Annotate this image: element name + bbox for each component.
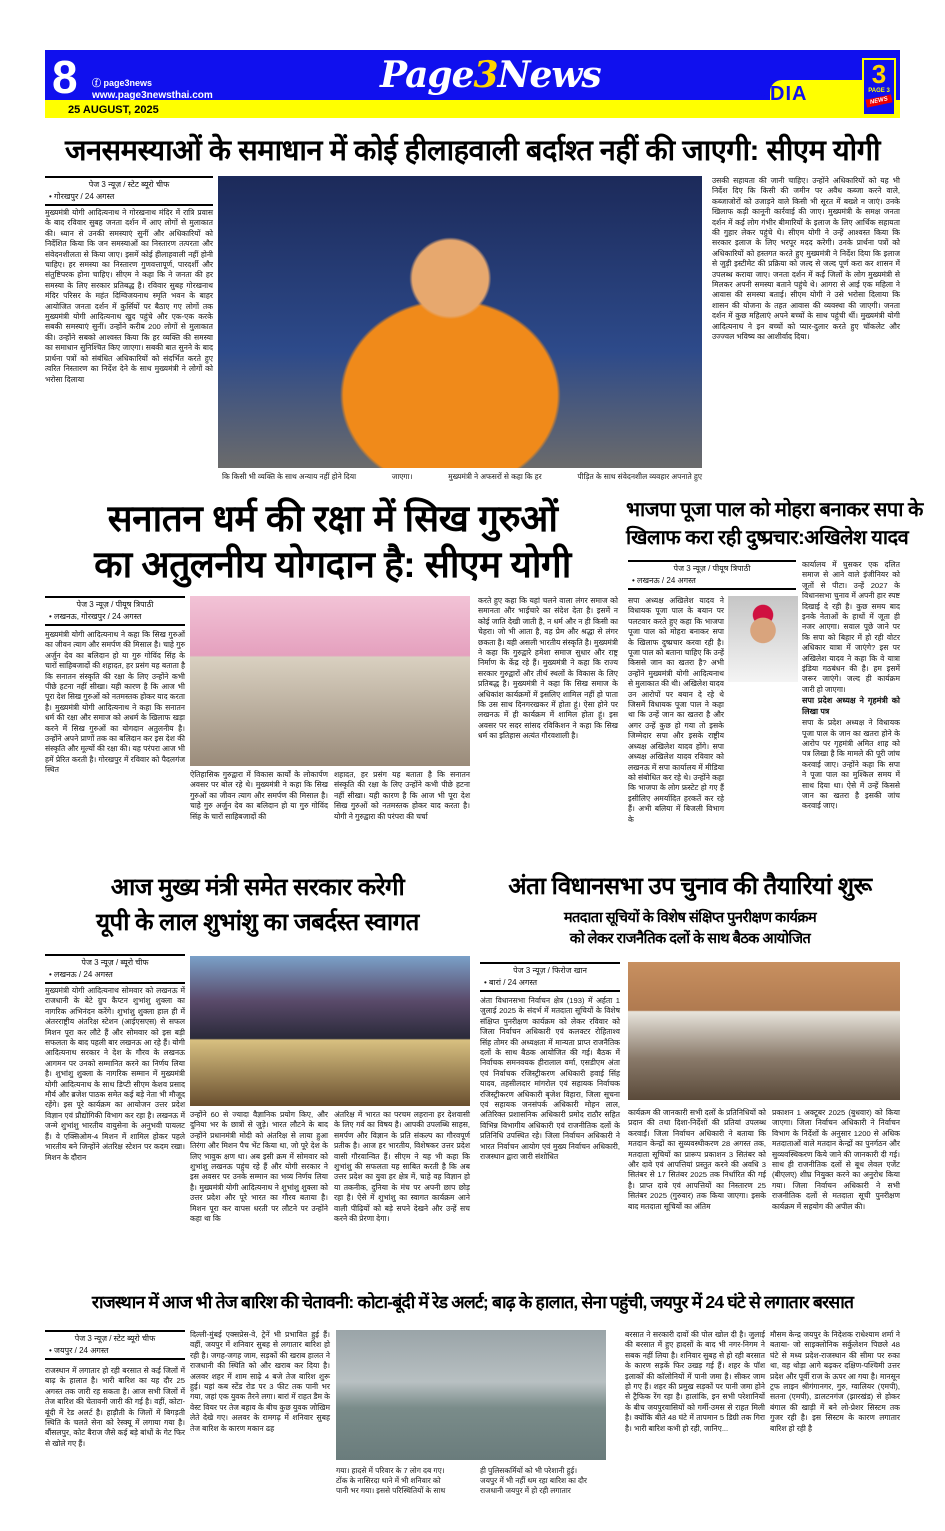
social-handle: ⓕ page3news: [92, 78, 153, 88]
article1-byline: पेज 3 न्यूज़ / स्टेट ब्यूरो चीफ • गोरखपुर / 24 अगस्त: [45, 176, 213, 206]
article3-headline: भाजपा पूजा पाल को मोहरा बनाकर सपा के खिलाफ करा रही दुष्प्रचार:अखिलेश यादव: [626, 499, 923, 549]
article2-photo-gurudwara: [190, 596, 470, 766]
article6-col1: राजस्थान में लगातार हो रही बरसात से कई जिलों में बाढ़ के हालात है। भारी बारिश का यह दौर 25 अगस्त तक जारी रह सकता है। आज सभी जिलों में तेज बारिश की चेतावनी जारी की गई है। वहीं, कोटा-बूंदी में रेड अलर्ट है। हाड़ौती के जिलों में बिगड़ती स्थिति के चलते सेना को रेस्क्यू में लगाया गया है। बौंसलपुर, कोट बैराज जैसे कई बड़े बांधों के गेट फिर से खोले गए हैं।: [45, 1366, 185, 1448]
article3-subhead: सपा प्रदेश अध्यक्ष ने गृहमंत्री को लिखा पत्र: [802, 696, 900, 716]
article6-col2: दिल्ली-मुंबई एक्सप्रेस-वे, ट्रेनें भी प्रभावित हुई हैं। वहीं, जयपुर में शनिवार सुबह से लगातार बारिश हो रही है। जगह-जगह जाम, सड़कों की खराब हालत ने राजधानी की स्थिति को और खराब कर दिया है। अलवर शहर में शाम साढ़े 4 बजे तेज बारिश शुरू हुई। यहां कब स्टेंड रोड पर 3 फीट तक पानी भर गया, जहां एक युवक तैरने लगा। बारां में राहत डैम के वेस्ट वियर पर तेज बहाव के बीच कुछ युवक जोखिम लेते देखे गए। अलवर के रामगढ़ में शनिवार सुबह तेज बारिश के कारण मकान ढह: [190, 1330, 330, 1433]
issue-date: 25 AUGUST, 2025: [68, 104, 159, 116]
article2-byline: पेज 3 न्यूज़ / पीयूष त्रिपाठी • लखनऊ, गोरखपुर / 24 अगस्त: [45, 596, 185, 626]
article2-col2: ऐतिहासिक गुरुद्वारा में विकास कार्यों के लोकार्पण अवसर पर बोल रहे थे। मुख्यमंत्री ने कहा कि सिख गुरुओं का जीवन त्याग और समर्पण की मिसाल है। चाहे गुरु अर्जुन देव का बलिदान हो या गुरु गोविंद सिंह के चारों साहिबजादों की: [190, 770, 328, 821]
page3-badge-logo: 3 PAGE 3 NEWS: [862, 58, 896, 116]
facebook-icon: ⓕ: [92, 78, 104, 88]
article6-caption-left: गया। हादसे में परिवार के 7 लोग दब गए। टोंक के नासिरदा थाने में भी शनिवार को पानी भर गया। इससे परिस्थितियों के साथ: [336, 1466, 446, 1495]
article2-col4: करते हुए कहा कि यहां चलने वाला लंगर समाज को समानता और भाईचारे का संदेश देता है। इसमें न कोई जाति देखी जाती है, न धर्म और न ही किसी का चेहरा। जो भी आता है, वह प्रेम और श्रद्धा से लंगर छकता है। यही असली भारतीय संस्कृति है। मुख्यमंत्री ने कहा कि गुरुद्वारे हमेशा समाज सुधार और राष्ट्र निर्माण के केंद्र रहे हैं। मुख्यमंत्री ने कहा कि राज्य सरकार गुरुद्वारों और तीर्थ स्थलों के विकास के लिए प्रतिबद्ध है। मुख्यमंत्री ने कहा कि सिख समाज के अधिकांश कार्यक्रमों में इसलिए शामिल नहीं हो पाता कि उस साथ दिनगरखकर में होता हूं। ऐसा होने पर लखनऊ में ही कार्यक्रम में शामिल होता हूं। इस अवसर पर सदर सांसद रविकिशन ने कहा कि सिख धर्म का इतिहास अत्यंत गौरवशाली है।: [478, 596, 618, 741]
article6-byline: पेज 3 न्यूज़ / स्टेट ब्यूरो चीफ • जयपुर / 24 अगस्त: [45, 1330, 185, 1360]
article1-caption: कि किसी भी व्यक्ति के साथ अन्याय नहीं होने दिया जाएगा। मुख्यमंत्री ने अफसरों से कहा कि हर पीड़ित के साथ संवेदनशील व्यवहार अपनाते हुए: [222, 472, 702, 481]
website-link[interactable]: www.page3newsthai.com: [92, 90, 213, 101]
article4-photo-lucknow-decor: [190, 956, 470, 1106]
edition-label: INDIA: [748, 83, 808, 105]
article1-photo-cm-yogi: [218, 176, 702, 468]
article6-caption-right: ही पुलिसकर्मियों को भी परेशानी हुई। जयपुर में भी नहीं थम रहा बारिश का दौर राजधानी जयपुर में हो रही लगातार: [480, 1466, 587, 1495]
article5-headline: अंता विधानसभा उप चुनाव की तैयारियां शुरू: [508, 873, 872, 900]
article5-col3: प्रकाशन 1 अक्टूबर 2025 (बुधवार) को किया जाएगा। जिला निर्वाचन अधिकारी ने निर्वाचन विभाग के निर्देशों के अनुसार 1200 से अधिक मतदाताओं वाले मतदान केन्द्रों का पुनर्गठन और सुव्यवस्थिकरण किये जाने की जानकारी दी गई। साथ ही राजनीतिक दलों से बूथ लेवल एजेंट (बीएलए) शीघ्र नियुक्त करने का अनुरोध किया गया। जिला निर्वाचन अधिकारी ने सभी राजनीतिक दलों से मतदाता सूची पुनरीक्षण कार्यक्रम में सहयोग की अपील की।: [772, 1108, 900, 1211]
article1-col1: मुख्यमंत्री योगी आदित्यनाथ ने गोरखनाथ मंदिर में रात्रि प्रवास के बाद रविवार सुबह जनता दर्शन में आए लोगों से मुलाकात की। ध्यान से उनकी समस्याएं सुनीं और अधिकारियों को निर्देशित किया कि जन समस्याओं का निस्तारण तत्परता और संवेदनशीलता से किया जाए। इसमें कोई हीलाहवाली नहीं होनी चाहिए। हर समस्या का निस्तारण गुणवत्तापूर्ण, पारदर्शी और संतुष्टिपरक होना चाहिए। सीएम ने कहा कि ने जनता की हर समस्या के लिए सरकार प्रतिबद्ध है। रविवार सुबह गोरखनाथ मंदिर परिसर के महंत दिग्विजयनाथ स्मृति भवन के बाहर आयोजित जनता दर्शन में कुर्सियों पर बैठाए गए लोगों तक मुख्यमंत्री योगी आदित्यनाथ खुद पहुंचे और एक-एक करके सबकी समस्याएं सुनीं। उन्होंने करीब 200 लोगों से मुलाकात की। उन्होंने सबको आश्वस्त किया कि हर व्यक्ति की समस्या का समाधान सुनिश्चित किए जाएगा। सबकी बात सुनने के बाद प्रार्थना पत्रों को संबंधित अधिकारियों को संदर्भित करते हुए त्वरित निस्तारण का निर्देश देने के साथ मुख्यमंत्री ने लोगों को भरोसा दिलाया: [45, 208, 213, 384]
spacer: [628, 690, 796, 865]
article3-col2: कार्यालय में घुसकर एक दलित समाज से आने वाले इंजीनियर को जूतों से पीटा। उन्हें 2027 के विधानसभा चुनाव में अपनी हार स्पष्ट दिखाई दे रही है। कुछ समय बाद इनके नेताओं के हाथों में जूता ही नजर आएगा। सवाल पूछे जाने पर कि सपा को बिहार में हो रही वोटर अधिकार यात्रा में जाएंगे? इस पर अखिलेश यादव ने कहा कि वे यात्रा इंडिया गठबंधन की है। हम इसमें जरूर जाएंगे। जल्द ही कार्यक्रम जारी हो जाएगा। सपा प्रदेश अध्यक्ष ने गृहमंत्री को लिखा पत्र सपा के प्रदेश अध्यक्ष ने विधायक पूजा पाल के जान का खतरा होने के आरोप पर गृहमंत्री अमित शाह को पत्र लिखा है कि मामले की पूरी जांच करवाई जाए। उन्होंने कहा कि सपा ने पूजा पाल का मुश्किल समय में साथ दिया था। ऐसे में उन्हें किससे जान का खतरा है इसकी जांच करवाई जाए।: [802, 560, 900, 811]
article2-col1: मुख्यमंत्री योगी आदित्यनाथ ने कहा कि सिख गुरुओं का जीवन त्याग और समर्पण की मिसाल है। चाहे गुरु अर्जुन देव का बलिदान हो या गुरु गोविंद सिंह के चारों साहिबजादों की शहादत, हर प्रसंग यह बताता है कि सनातन संस्कृति की रक्षा के लिए उन्होंने कभी पीछे हटना नहीं सीखा। यही कारण है कि आज भी पूरा देश सिख गुरुओं को नतमस्तक होकर याद करता है। मुख्यमंत्री योगी आदित्यनाथ ने कहा कि सनातन धर्म की रक्षा और समाज को अधर्म के खिलाफ खड़ा करने में सिख गुरुओं का योगदान अतुलनीय है। उन्होंने अपने प्राणों तक का बलिदान कर इस देश की संस्कृति और मूल्यों की रक्षा की। यह परंपरा आज भी हमें प्रेरित करती है। गोरखपुर में रविवार को पैदलगंज स्थित: [45, 630, 185, 775]
article4-byline: पेज 3 न्यूज़ / ब्यूरो चीफ • लखनऊ / 24 अगस्त: [45, 954, 185, 984]
article3-col1-top: सपा अध्यक्ष अखिलेश यादव ने विधायक पूजा पाल के बयान पर पलटवार करते हुए कहा कि भाजपा पूजा पाल को मोहरा बनाकर सपा के खिलाफ दुष्प्रचार करवा रही है। पूजा पाल को बताना चाहिए कि उन्हें किससे जान का खतरा है? अभी उन्होंने मुख्यमंत्री योगी आदित्यनाथ से मुलाकात की थी। अखिलेश यादव उन आरोपों पर बयान दे रहे थे जिसमें विधायक पूजा पाल ने कहा था कि उन्हें जान का खतरा है और अगर उन्हें कुछ हो गया तो इसके जिम्मेदार सपा और इसके राष्ट्रीय अध्यक्ष अखिलेश यादव होंगे। सपा अध्यक्ष अखिलेश यादव रविवार को लखनऊ में सपा कार्यालय में मीडिया को संबोधित कर रहे थे। उन्होंने कहा कि भाजपा के लोग फ्रस्टेट हो गए हैं इसीलिए अमर्यादित हरकतें कर रहे हैं। अभी बलिया में बिजली विभाग के: [628, 596, 724, 824]
article4-col3: अंतरिक्ष में भारत का परचम लहराना हर देशवासी के लिए गर्व का विषय है। आपकी उपलब्धि साहस, समर्पण और विज्ञान के प्रति संकल्प का गौरवपूर्ण प्रतीक है। आज हर भारतीय, विशेषकर उत्तर प्रदेश वासी गौरवान्वित हैं। सीएम ने यह भी कहा कि शुभांशु की सफलता यह साबित करती है कि अब उत्तर प्रदेश का युवा हर क्षेत्र में, चाहे वह विज्ञान हो या तकनीक, दुनिया के मंच पर अपनी छाप छोड़ रहा है। ऐसे में शुभांशु का स्वागत कार्यक्रम आने वाली पीढ़ियों को बड़े सपने देखने और उन्हें सच करने की प्रेरणा देगा।: [334, 1110, 470, 1224]
article2-headline: सनातन धर्म की रक्षा में सिख गुरुओं का अतुलनीय योगदान है: सीएम योगी: [94, 498, 571, 585]
article1-headline: जनसमस्याओं के समाधान में कोई हीलाहवाली बर्दाश्त नहीं की जाएगी: सीएम योगी: [64, 135, 881, 167]
article2-col3: शहादत, हर प्रसंग यह बताता है कि सनातन संस्कृति की रक्षा के लिए उन्होंने कभी पीछे हटना नहीं सीखा। यही कारण है कि आज भी पूरा देश सिख गुरुओं को नतमस्तक होकर याद करता है। योगी ने गुरुद्वारा की परंपरा की चर्चा: [334, 770, 470, 821]
article6-photo-flooded-road: [336, 1330, 606, 1460]
article4-headline: आज मुख्य मंत्री समेत सरकार करेगी यूपी के लाल शुभांशु का जबर्दस्त स्वागत: [96, 874, 419, 936]
article5-col1: अंता विधानसभा निर्वाचन क्षेत्र (193) में अर्हता 1 जुलाई 2025 के संदर्भ में मतदाता सूचियों के विशेष संक्षिप्त पुनरीक्षण कार्यक्रम को लेकर रविवार को जिला निर्वाचन अधिकारी एवं कलक्टर रोहिताश्व सिंह तोमर की अध्यक्षता में मान्यता प्राप्त राजनैतिक दलों के साथ बैठक आयोजित की गई। बैठक में निर्वाचक समनवयक हीरालाल वर्मा, एसडीएम अंता एवं निर्वाचक रजिस्ट्रीकरण अधिकारी हवाई सिंह यादव, तहसीलदार मांगरोल एवं सहायक निर्वाचक रजिस्ट्रीकरण अधिकारी बृजेश विहारा, जिला सूचना एवं सहायक जनसंपर्क अधिकारी मोहन लाल, अतिरिक्त प्रशासनिक अधिकारी प्रमोद राठौर सहित विभिन्न विभागीय अधिकारी एवं राजनीतिक दलों के प्रतिनिधि उपस्थित रहे। जिला निर्वाचन अधिकारी ने भारत निर्वाचन आयोग एवं मुख्य निर्वाचन अधिकारी, राजस्थान द्वारा जारी संशोधित: [480, 996, 620, 1162]
newspaper-logo: Page3News: [380, 54, 601, 96]
article5-subhead: मतदाता सूचियों के विशेष संक्षिप्त पुनरीक्षण कार्यक्रम को लेकर राजनैतिक दलों के साथ बैठक आयोजित: [563, 910, 817, 947]
article5-byline: पेज 3 न्यूज़ / फिरोज खान • बारां / 24 अगस्त: [480, 962, 620, 992]
article6-col3: बरसात ने सरकारी दावों की पोल खोल दी है। जुलाई की बरसात में हुए हादसों के बाद भी नगर-निगम ने सबक नहीं लिया है। शनिवार सुबह से हो रही बरसात के कारण सड़कें फिर उखड़ गई हैं। शहर के पॉश इलाकों की कॉलोनियों में पानी जमा है। सीकर जाम हो गए हैं। शहर की प्रमुख सड़कों पर पानी जमा होने से ट्रैफिक रेंग रहा है। हालांकि, इन सभी परेशानियों के बीच जयपुरवासियों को गर्मी-उमस से राहत मिली है। क्योंकि बीते 48 घंटे में तापमान 5 डिग्री तक गिरा है। भारी बारिश कभी हो रही, जानिए...: [625, 1330, 765, 1433]
article4-col2: उन्होंने 60 से ज्यादा वैज्ञानिक प्रयोग किए, और दुनिया भर के छात्रों से जुड़े। भारत लौटने के बाद उन्होंने प्रधानमंत्री मोदी को अंतरिक्ष से लाया हुआ तिरंगा और मिशन पैच भेंट किया था, जो पूरे देश के लिए भावुक क्षण था। अब इसी क्रम में सोमवार को शुभांशु लखनऊ पहुंच रहे हैं और योगी सरकार ने इस अवसर पर उनके सम्मान का भव्य निर्णय लिया है। मुख्यमंत्री योगी आदित्यनाथ ने शुभांशु शुक्ला को उत्तर प्रदेश और पूरे भारत का गौरव बताया है। मिशन पूरा कर वापस धरती पर लौटने पर उन्होंने कहा था कि: [190, 1110, 328, 1224]
article1-col2: उसकी सहायता की जानी चाहिए। उन्होंने अधिकारियों को यह भी निर्देश दिए कि किसी की जमीन पर अवैध कब्जा करने वाले, कब्जाजोरों को उजाड़ने वाले किसी भी सूरत में बख्शे न जाएं। उनके खिलाफ कड़ी कानूनी कार्रवाई की जाए। मुख्यमंत्री के समक्ष जनता दर्शन में कई लोग गंभीर बीमारियों के इलाज के लिए आर्थिक सहायता की गुहार लेकर पहुंचे थे। सीएम योगी ने उन्हें आश्वस्त किया कि सरकार इलाज के लिए भरपूर मदद करेगी। उनके प्रार्थना पत्रों को अधिकारियों को हस्तगत करते हुए मुख्यमंत्री ने निर्देश दिया कि इलाज से जुड़ी इस्टीमेट की प्रक्रिया को जल्द से जल्द पूर्ण करा कर शासन में उपलब्ध कराया जाए। जनता दर्शन में कई जिलों के लोग मुख्यमंत्री से मिलकर अपनी समस्या बताने पहुंचे थे। आगरा से आई एक महिला ने आवास की समस्या बताई। सीएम योगी ने उसे भरोसा दिलाया कि शासन की योजना के तहत आवास की व्यवस्था की जाएगी। जनता दर्शन में कुछ महिलाएं अपने बच्चों के साथ पहुंची थीं। मुख्यमंत्री योगी आदित्यनाथ ने इन बच्चों को प्यार-दुलार करते हुए चॉकलेट और उज्ज्वल भविष्य का आशीर्वाद दिया।: [712, 176, 900, 342]
article6-col4: मौसम केन्द्र जयपुर के निदेशक राधेश्याम शर्मा ने बताया- जो साइक्लोनिक सर्कुलेशन पिछले 48 घंटे से मध्य प्रदेश-राजस्थान की सीमा पर रुका था, वह थोड़ा आगे बढ़कर दक्षिण-पश्चिमी उत्तर प्रदेश और पूर्वी राज के ऊपर आ गया है। मानसून ट्रफ लाइन श्रीगंगानगर, गुरु, ग्वालियर (एमपी), सतना (एमपी), डालटनगंज (झारखंड) से होकर बंगाल की खाड़ी में बने लो-प्रेशर सिस्टम तक गुजर रही है। इस सिस्टम के कारण लगातार बारिश हो रही है: [770, 1330, 900, 1433]
article3-photo-akhilesh: [728, 596, 798, 682]
article3-byline: पेज 3 न्यूज़ / पीयूष त्रिपाठी • लखनऊ / 24 अगस्त: [628, 560, 796, 590]
article5-photo-meeting: [628, 962, 900, 1100]
article5-col2: कार्यक्रम की जानकारी सभी दलों के प्रतिनिधियों को प्रदान की तथा दिशा-निर्देशों की प्रतियां उपलब्ध करवाईं। जिला निर्वाचन अधिकारी ने बताया कि मतदान केन्द्रों का सुव्यवस्थीकरण 28 अगस्त तक, मतदाता सूचियों का प्रारूप प्रकाशन 3 सितंबर को और दावे एवं आपत्तियां प्रस्तुत करने की अवधि 3 सितंबर से 17 सितंबर 2025 तक निर्धारित की गई है। प्राप्त दावे एवं आपत्तियों का निस्तारण 25 सितंबर 2025 (गुरुवार) तक किया जाएगा। इसके बाद मतदाता सूचियों का अंतिम: [628, 1108, 766, 1211]
article4-col1: मुख्यमंत्री योगी आदित्यनाथ सोमवार को लखनऊ में राजधानी के बेटे ग्रुप कैप्टन शुभांशु शुक्ला का नागरिक अभिनंदन करेंगे। शुभांशु शुक्ला हाल ही में अंतरराष्ट्रीय अंतरिक्ष स्टेशन (आईएसएस) से सफल मिशन पूरा कर लौटे हैं और सोमवार को इस बड़ी सफलता के बाद पहली बार लखनऊ आ रहे हैं। योगी आदित्यनाथ सरकार ने देश के गौरव के लखनऊ आगमन पर उनको सम्मानित करने का निर्णय लिया है। शुभांशु शुक्ला के नागरिक सम्मान में मुख्यमंत्री योगी आदित्यनाथ के साथ डिप्टी सीएम केशव प्रसाद मौर्य और ब्रजेश पाठक समेत कई बड़े नेता भी मौजूद रहेंगे। इस पूरे कार्यक्रम का आयोजन उत्तर प्रदेश विज्ञान एवं प्रौद्योगिकी विभाग कर रहा है। लखनऊ में जन्मे शुभांशु भारतीय वायुसेना के अनुभवी पायलट हैं। वे एक्सिओम-4 मिशन में शामिल होकर पहले भारतीय बने जिन्होंने अंतरिक्ष स्टेशन पर कदम रखा। मिशन के दौरान: [45, 986, 185, 1162]
page-number: 8: [52, 51, 78, 103]
article6-headline: राजस्थान में आज भी तेज बारिश की चेतावनी: कोटा-बूंदी में रेड अलर्ट; बाढ़ के हालात, सेना पहुंची, जयपुर में 24 घंटे से लगातार बरसात: [91, 1292, 854, 1312]
